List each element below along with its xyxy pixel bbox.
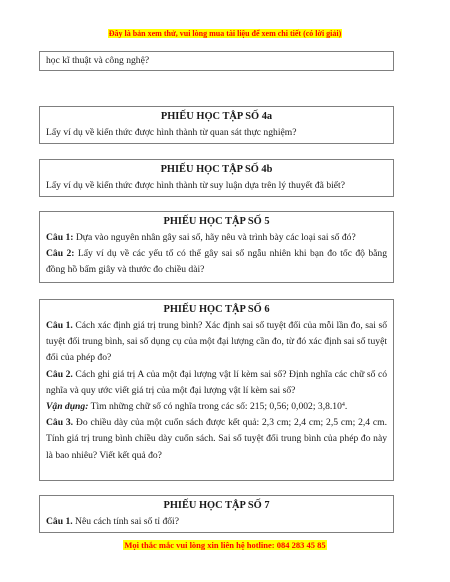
hotline-banner: [0, 540, 450, 550]
application-label: Vận dụng:: [46, 401, 89, 413]
worksheet-4b-title: PHIẾU HỌC TẬP SỐ 4b: [160, 164, 273, 175]
worksheet-4a-question: Lấy ví dụ về kiến thức được hình thành từ quan sát thực nghiệm?: [46, 127, 297, 138]
worksheet-5: [39, 211, 394, 283]
question-text: Cách ghi giá trị A của một đại lượng vật lí kèm sai số? Định nghĩa các chữ số có nghĩa và quy ước viết giá trị của một đại lượng vật lí kèm sai số?: [46, 368, 388, 396]
preview-notice-text: Đây là bản xem thử, vui lòng mua tài liệu để xem chi tiết (có lời giải): [108, 29, 342, 38]
worksheet-6-question-3: [46, 415, 387, 464]
application-text: Tìm những chữ số có nghĩa trong các số: 215; 0,56; 0,002; 3,8.10: [88, 401, 342, 413]
worksheet-6-question-2: [46, 367, 387, 399]
worksheet-6-question-1: [46, 318, 387, 367]
question-label: Câu 2:: [46, 248, 75, 260]
worksheet-4a: [39, 106, 394, 144]
question-label: Câu 1:: [46, 232, 74, 243]
question-text: Dựa vào nguyên nhân gây sai số, hãy nêu và trình bày các loại sai số đó?: [73, 232, 356, 243]
worksheet-6: [39, 299, 394, 481]
worksheet-4b: [39, 159, 394, 197]
question-text: Lấy ví dụ về các yếu tố có thể gây sai số ngẫu nhiên khi bạn đo tốc độ bằng đồng hồ bấm giây và thước đo chiều dài?: [46, 248, 387, 276]
continuation-text: học kĩ thuật và công nghệ?: [46, 55, 150, 66]
worksheet-7-question-1: [46, 514, 387, 530]
hotline-text: Mọi thắc mắc vui lòng xin liên hệ hotline: 084 283 45 85: [124, 540, 326, 550]
question-label: Câu 3.: [46, 417, 74, 429]
worksheet-7-title: PHIẾU HỌC TẬP SỐ 7: [163, 500, 270, 511]
question-text: Đo chiều dày của một cuốn sách được kết quả: 2,3 cm; 2,4 cm; 2,5 cm; 2,4 cm. Tính giá trị trung bình chiều dày cuốn sách. Sai số tuyệt đối trung bình của phép đo này là bao nhiêu? Viết kết quả đo?: [46, 417, 388, 461]
question-text: Nêu cách tính sai số tỉ đối?: [72, 516, 179, 527]
worksheet-6-application: [46, 399, 387, 415]
worksheet-5-title: PHIẾU HỌC TẬP SỐ 5: [163, 216, 270, 227]
worksheet-5-question-2: [46, 246, 387, 278]
worksheet-5-question-1: [46, 230, 387, 246]
question-label: Câu 1.: [46, 516, 73, 527]
application-end: .: [344, 401, 348, 413]
worksheet-7: [39, 495, 394, 533]
question-text: Cách xác định giá trị trung bình? Xác định sai số tuyệt đối của mỗi lần đo, sai số tuyệt đối trung bình, sai số dụng cụ của một đại lượng cần đo, từ đó xác định sai số tuyệt đối của phép đo?: [46, 320, 388, 364]
worksheet-4b-question: Lấy ví dụ về kiến thức được hình thành từ suy luận dựa trên lý thuyết đã biết?: [46, 180, 345, 191]
question-label: Câu 2.: [46, 368, 73, 380]
preview-notice-banner: [0, 29, 450, 38]
worksheet-4a-title: PHIẾU HỌC TẬP SỐ 4a: [160, 111, 273, 122]
question-label: Câu 1.: [46, 320, 73, 331]
worksheet-continuation-box: [39, 51, 394, 71]
exponent: 4: [341, 402, 345, 409]
worksheet-6-title: PHIẾU HỌC TẬP SỐ 6: [163, 304, 270, 315]
